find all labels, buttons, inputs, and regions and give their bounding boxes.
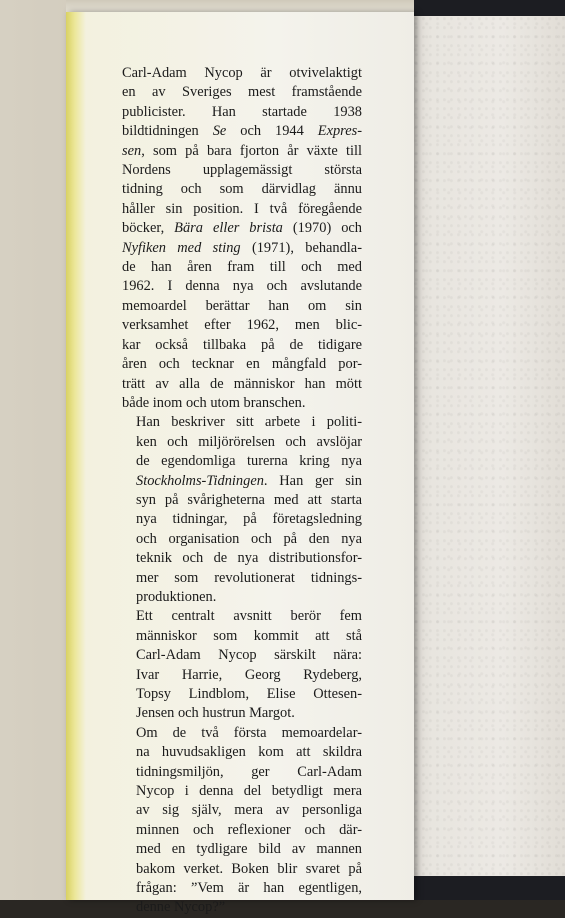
blurb-paragraph-2: [122, 413, 362, 607]
blurb-line: både inom och utom branschen.: [122, 394, 306, 411]
blurb-line: sen, som på bara fjorton år växte till: [122, 142, 362, 159]
blurb-line: ken och miljörörelsen och avslöjar: [136, 433, 362, 450]
blurb-line: Carl-Adam Nycop särskilt nära:: [136, 647, 362, 664]
blurb-line: teknik och de nya distributionsfor-: [136, 550, 362, 567]
italic-title: Expres-: [317, 123, 362, 140]
blurb-line: åren och tecknar en mångfald por-: [122, 356, 362, 373]
blurb-line: med en tydligare bild av mannen: [136, 841, 362, 858]
blurb-line: syn på svårigheterna med att starta: [136, 491, 362, 508]
blurb-line: Han beskriver sitt arbete i politi-: [136, 414, 362, 431]
blurb-line: håller sin position. I två föregående: [122, 200, 362, 217]
blurb-line: Nordens upplagemässigt största: [122, 162, 362, 179]
blurb-line: Ivar Harrie, Georg Rydeberg,: [136, 666, 362, 683]
blurb-paragraph-1: [122, 64, 362, 413]
italic-title: Bära eller brista: [174, 220, 283, 237]
blurb-line: bildtidningen Se och 1944 Expres-: [122, 123, 362, 140]
blurb-line: böcker, Bära eller brista (1970) och: [122, 220, 363, 237]
italic-title: Stockholms-Tidningen: [136, 472, 264, 489]
blurb-line: na huvudsakligen kom att skildra: [136, 744, 362, 761]
blurb-line: 1962. I denna nya och avslutande: [122, 278, 362, 295]
blurb-line: en av Sveriges mest framstående: [122, 84, 362, 101]
blurb-line: av sig själv, mera av personliga: [136, 802, 362, 819]
blurb-line: människor som kommit att stå: [136, 627, 362, 644]
italic-title: Nyfiken med sting: [122, 239, 241, 256]
blurb-line: produktionen.: [136, 588, 217, 605]
blurb-line: Topsy Lindblom, Elise Ottesen-: [136, 686, 362, 702]
blurb-line: minnen och reflexioner och där-: [136, 821, 362, 838]
italic-title: sen: [122, 142, 142, 159]
blurb-line: Om de två första memoardelar-: [136, 724, 362, 741]
blurb-line: trätt av alla de människor han mött: [122, 375, 362, 392]
blurb-line: nya tidningar, på företagsledning: [136, 511, 362, 528]
blurb-line: Stockholms-Tidningen. Han ger sin: [136, 472, 362, 489]
blurb-line: och organisation och på den nya: [136, 530, 362, 547]
blurb-line: Carl-Adam Nycop är otvivelaktigt: [122, 65, 362, 81]
blurb-line: bakom verket. Boken blir svaret på: [136, 860, 362, 877]
blurb-paragraph-4: [122, 724, 362, 918]
blurb-line: publicister. Han startade 1938: [122, 103, 362, 120]
blurb-line: tidning och som därvidlag ännu: [122, 181, 362, 198]
blurb-line: denne Nycop?”: [136, 899, 226, 916]
flap-blurb-text: [122, 64, 362, 918]
blurb-paragraph-3: [122, 607, 362, 723]
blurb-line: verksamhet efter 1962, men blic-: [122, 317, 362, 334]
blurb-line: memoardel berättar han om sin: [122, 297, 362, 314]
blurb-line: de han åren fram till och med: [122, 259, 362, 276]
blurb-line: Nycop i denna del betydligt mera: [136, 783, 362, 800]
blurb-line: mer som revolutionerat tidnings-: [136, 569, 362, 586]
blurb-line: Jensen och hustrun Margot.: [136, 705, 295, 722]
blurb-line: Nyfiken med sting (1971), behandla-: [122, 239, 362, 256]
italic-title: Se: [212, 123, 227, 140]
blurb-line: tidningsmiljön, ger Carl-Adam: [136, 763, 362, 780]
blurb-line: frågan: ”Vem är han egentligen,: [136, 880, 362, 897]
blurb-line: de egendomliga turerna kring nya: [136, 453, 362, 470]
blurb-line: Ett centralt avsnitt berör fem: [136, 608, 362, 625]
endpaper: [408, 16, 565, 876]
blurb-line: kar också tillbaka på de tidigare: [122, 336, 362, 353]
